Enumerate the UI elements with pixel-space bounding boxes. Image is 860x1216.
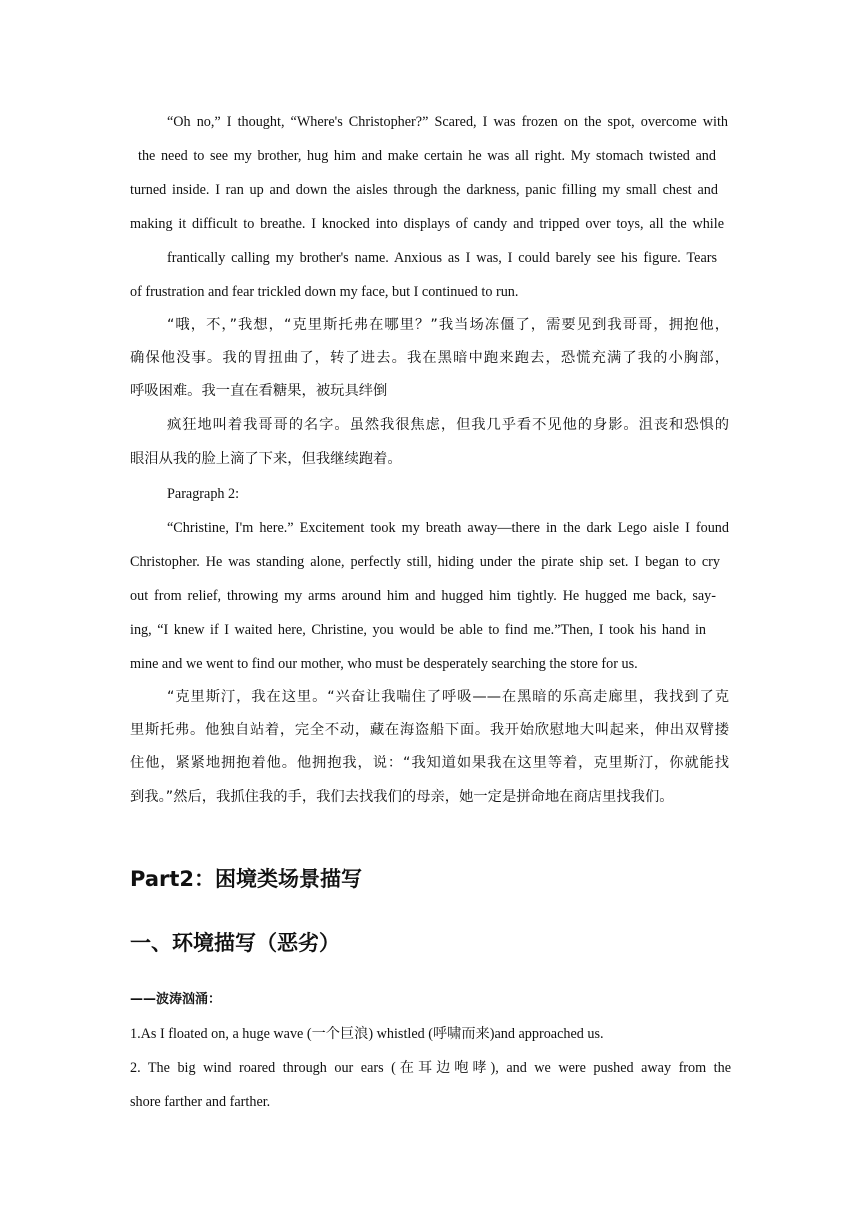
paragraph-2-label: Paragraph 2: bbox=[167, 486, 240, 502]
subsection-label: ——波涛汹涌： bbox=[130, 992, 222, 1007]
example-line: shore farther and farther. bbox=[130, 1094, 271, 1110]
text-line: “哦，不，”我想，“克里斯托弗在哪里？”我当场冻僵了，需要见到我哥哥，拥抱他， bbox=[167, 317, 729, 333]
text-line: the need to see my brother, hug him and make certain he was all right. My stomach twisted and bbox=[138, 148, 716, 164]
text-line: of frustration and fear trickled down my face, but I continued to run. bbox=[130, 284, 519, 300]
text-line: turned inside. I ran up and down the aisles through the darkness, panic filling my small chest and bbox=[130, 182, 718, 198]
text-line: “Christine, I'm here.” Excitement took my breath away—there in the dark Lego aisle I found bbox=[167, 520, 729, 536]
text-line: making it difficult to breathe. I knocked into displays of candy and tripped over toys, all the while bbox=[130, 216, 724, 232]
text-line: out from relief, throwing my arms around him and hugged him tightly. He hugged me back, say- bbox=[130, 588, 716, 604]
example-line: 2. The big wind roared through our ears (在耳边咆哮), and we were pushed away from the bbox=[130, 1060, 731, 1076]
text-line: 疯狂地叫着我哥哥的名字。虽然我很焦虑，但我几乎看不见他的身影。沮丧和恐惧的 bbox=[167, 417, 729, 433]
text-line: ing, “I knew if I waited here, Christine, you would be able to find me.”Then, I took his hand in bbox=[130, 622, 706, 638]
text-line: “克里斯汀，我在这里。“兴奋让我喘住了呼吸——在黑暗的乐高走廊里，我找到了克 bbox=[167, 689, 729, 705]
text-line: mine and we went to find our mother, who must be desperately searching the store for us. bbox=[130, 656, 638, 672]
section-1-heading: 一、环境描写（恶劣） bbox=[130, 931, 340, 955]
text-line: 住他，紧紧地拥抱着他。他拥抱我，说：“我知道如果我在这里等着，克里斯汀，你就能找 bbox=[130, 755, 729, 771]
part2-heading: Part2：困境类场景描写 bbox=[130, 867, 363, 891]
text-line: Christopher. He was standing alone, perfectly still, hiding under the pirate ship set. I began to cry bbox=[130, 554, 720, 570]
text-line: 眼泪从我的脸上滴了下来，但我继续跑着。 bbox=[130, 451, 402, 467]
text-line: frantically calling my brother's name. Anxious as I was, I could barely see his figure. Tears bbox=[167, 250, 717, 266]
text-line: 确保他没事。我的胃扭曲了，转了进去。我在黑暗中跑来跑去，恐慌充满了我的小胸部， bbox=[130, 350, 729, 366]
text-line: 呼吸困难。我一直在看糖果，被玩具绊倒 bbox=[130, 383, 388, 399]
text-line: “Oh no,” I thought, “Where's Christopher?” Scared, I was frozen on the spot, overcome with bbox=[167, 114, 728, 130]
example-line: 1.As I floated on, a huge wave (一个巨浪) whistled (呼啸而来)and approached us. bbox=[130, 1026, 604, 1042]
text-line: 里斯托弗。他独自站着，完全不动，藏在海盗船下面。我开始欣慰地大叫起来，伸出双臂搂 bbox=[130, 722, 729, 738]
text-line: 到我。”然后，我抓住我的手，我们去找我们的母亲，她一定是拼命地在商店里找我们。 bbox=[130, 789, 674, 805]
